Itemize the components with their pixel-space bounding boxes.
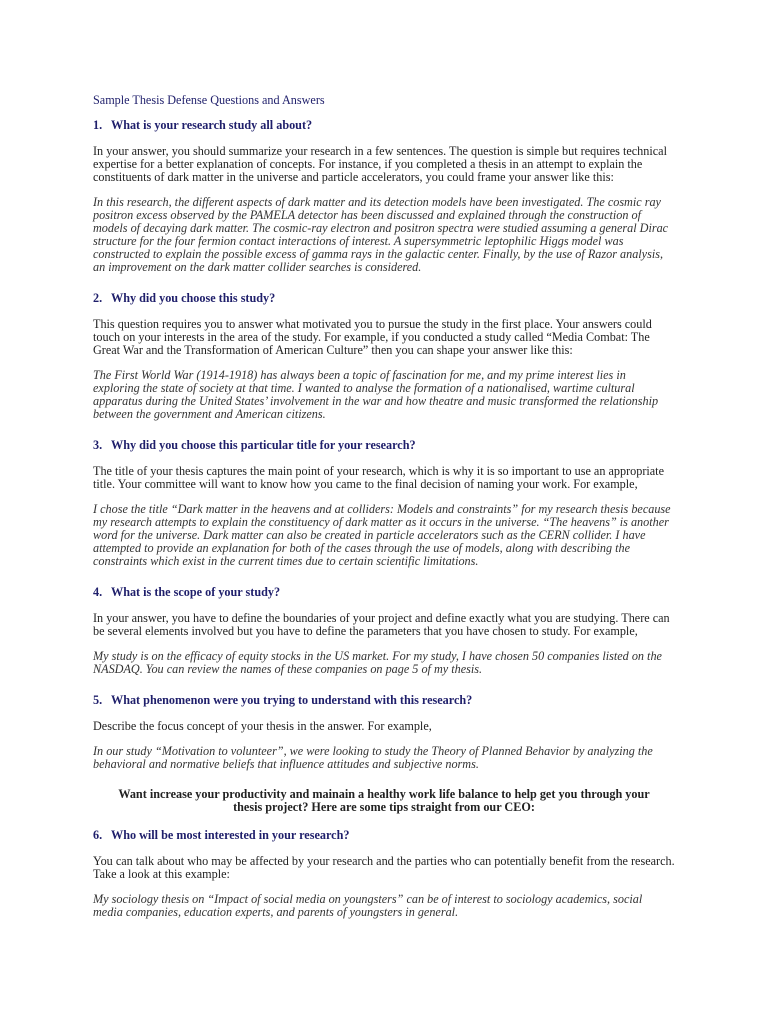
- question-number: 2.: [93, 291, 103, 305]
- example-answer: The First World War (1914-1918) has always been a topic of fascination for me, and my prime interest lies in exploring the state of society at that time. I wanted to analyse the formation of a nationalised, wartime cultural apparatus during the United States’ involvement in the war and how theatre and music transformed the relationship between the government and American citizens.: [93, 368, 659, 421]
- qa-section-3: [93, 438, 675, 568]
- answer-paragraph: The title of your thesis captures the main point of your research, which is why it is so important to use an appropriate title. Your committee will want to know how you came to the final decision of naming your work. For example,: [93, 464, 664, 491]
- answer-paragraph: In your answer, you should summarize your research in a few sentences. The question is simple but requires technical expertise for a better explanation of concepts. For instance, if you completed a thesis in an attempt to explain the constituents of dark matter in the universe and particle accelerators, you could frame your answer like this:: [93, 144, 667, 184]
- answer-paragraph: In your answer, you have to define the boundaries of your project and define exactly what you are studying. There can be several elements involved but you have to define the parameters that you have chosen to study. For example,: [93, 611, 670, 638]
- question-number: 6.: [93, 828, 103, 842]
- document-page: [93, 93, 675, 936]
- question-heading: [93, 118, 675, 133]
- question-heading: [93, 438, 675, 453]
- qa-section-5: [93, 693, 675, 771]
- example-answer: I chose the title “Dark matter in the heavens and at colliders: Models and constraints” for my research thesis because my research attempts to explain the constituency of dark matter as it occurs in the universe. “The heavens” is another word for the universe. Dark matter can also be created in particle accelerators such as the CERN collider. I have attempted to provide an explanation for both of the cases through the use of models, along with describing the constraints which exist in the current times due to certain scientific limitations.: [93, 502, 671, 568]
- example-answer: In our study “Motivation to volunteer”, we were looking to study the Theory of Planned Behavior by analyzing the behavioral and normative beliefs that influence attitudes and subjective norms.: [93, 744, 653, 771]
- example-answer: My study is on the efficacy of equity stocks in the US market. For my study, I have chosen 50 companies listed on the NASDAQ. You can review the names of these companies on page 5 of my thesis.: [93, 649, 662, 676]
- example-answer: In this research, the different aspects of dark matter and its detection models have been investigated. The cosmic ray positron excess observed by the PAMELA detector has been discussed and explained through the construction of models of decaying dark matter. The cosmic-ray electron and positron spectra were studied assuming a general Dirac structure for the four fermion contact interactions of interest. A supersymmetric leptophilic Higgs model was constructed to explain the possible excess of gamma rays in the galactic center. Finally, by the use of Razor analysis, an improvement on the dark matter collider searches is considered.: [93, 195, 669, 274]
- question-text: What phenomenon were you trying to understand with this research?: [111, 693, 473, 707]
- question-number: 3.: [93, 438, 103, 452]
- answer-paragraph: Describe the focus concept of your thesis in the answer. For example,: [93, 719, 432, 733]
- answer-paragraph: This question requires you to answer what motivated you to pursue the study in the first place. Your answers could touch on your interests in the area of the study. For example, if you conducted a study called “Media Combat: The Great War and the Transformation of American Culture” then you can shape your answer like this:: [93, 317, 652, 357]
- question-number: 5.: [93, 693, 103, 707]
- ceo-tips-callout: Want increase your productivity and mainain a healthy work life balance to help get you through your thesis project? Here are some tips straight from our CEO:: [118, 787, 650, 814]
- question-text: What is your research study all about?: [111, 118, 313, 132]
- question-text: Why did you choose this study?: [111, 291, 276, 305]
- question-heading: [93, 291, 675, 306]
- question-number: 4.: [93, 585, 103, 599]
- qa-section-1: [93, 118, 675, 274]
- qa-section-6: [93, 828, 675, 919]
- document-title: Sample Thesis Defense Questions and Answers: [93, 93, 325, 107]
- question-text: Why did you choose this particular title for your research?: [111, 438, 416, 452]
- question-text: What is the scope of your study?: [111, 585, 281, 599]
- question-heading: [93, 585, 675, 600]
- qa-section-4: [93, 585, 675, 676]
- answer-paragraph: You can talk about who may be affected by your research and the parties who can potentially benefit from the research. Take a look at this example:: [93, 854, 675, 881]
- question-heading: [93, 693, 675, 708]
- question-text: Who will be most interested in your research?: [111, 828, 350, 842]
- question-number: 1.: [93, 118, 103, 132]
- qa-section-2: [93, 291, 675, 421]
- question-heading: [93, 828, 675, 843]
- example-answer: My sociology thesis on “Impact of social media on youngsters” can be of interest to sociology academics, social media companies, education experts, and parents of youngsters in general.: [93, 892, 643, 919]
